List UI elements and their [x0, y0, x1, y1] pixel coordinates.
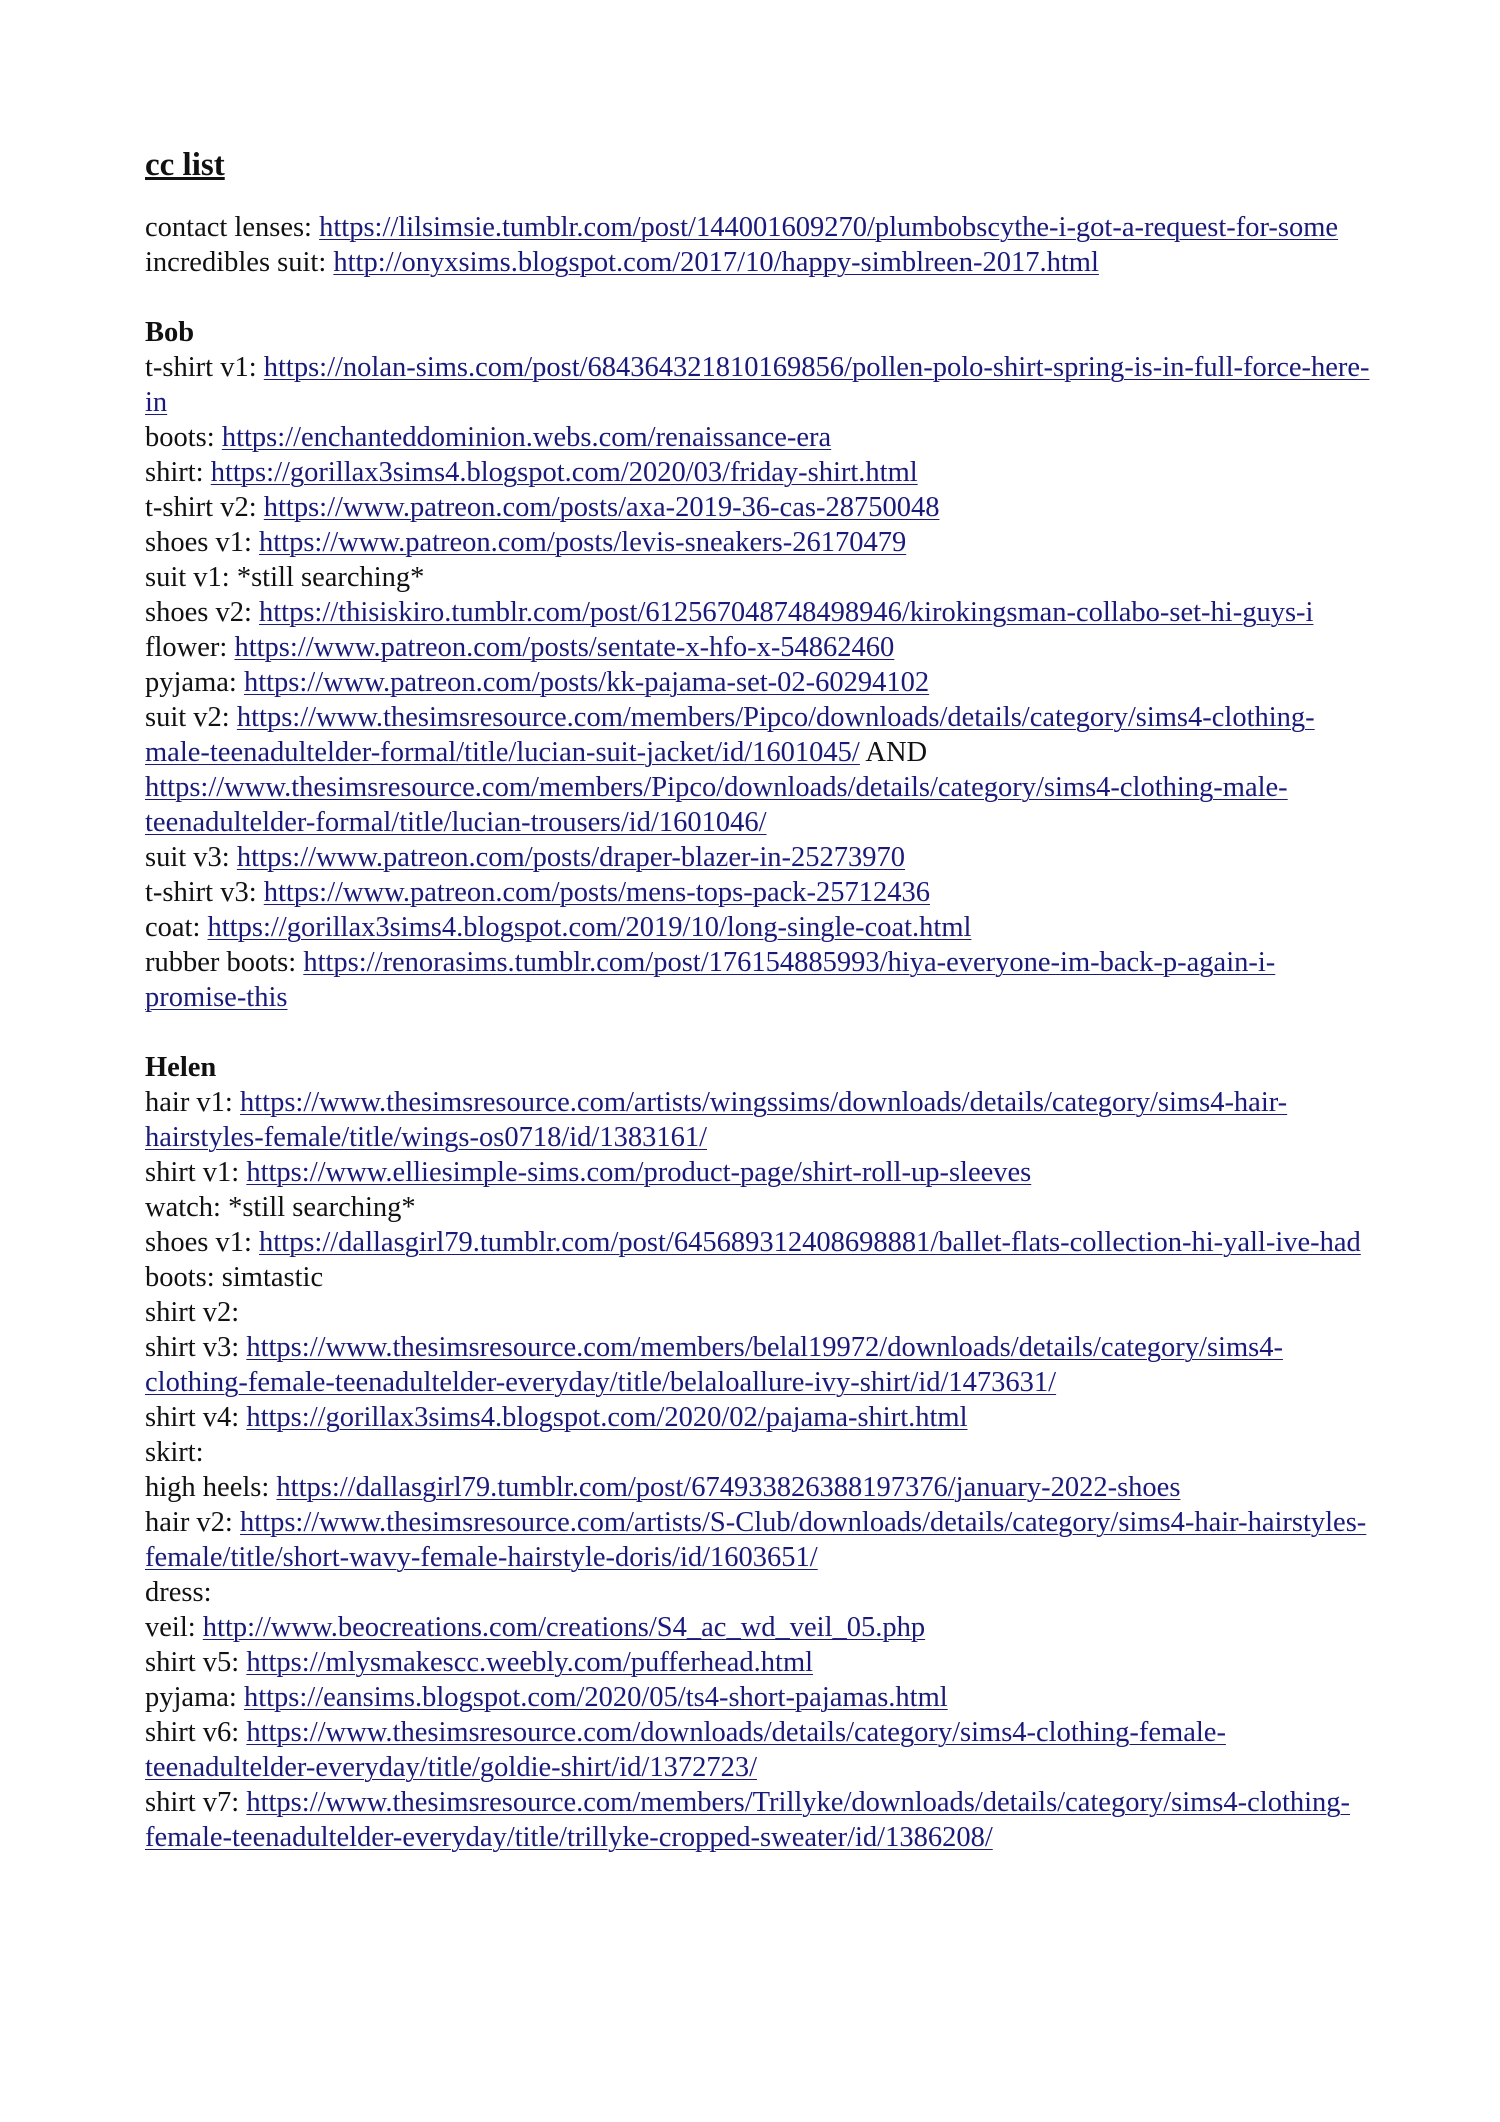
- list-item-helen: [145, 1295, 1375, 1330]
- section-heading-helen: Helen: [145, 1052, 217, 1083]
- item-label: shirt v2:: [145, 1297, 240, 1328]
- item-link[interactable]: https://www.patreon.com/posts/levis-sneakers-26170479: [259, 527, 907, 558]
- item-link[interactable]: https://thisiskiro.tumblr.com/post/612567048748498946/kirokingsman-collabo-set-hi-guys-i: [259, 597, 1314, 628]
- section-heading-bob: Bob: [145, 317, 195, 348]
- list-item-helen: [145, 1610, 1375, 1645]
- list-item-helen: [145, 1715, 1375, 1785]
- item-link[interactable]: https://www.thesimsresource.com/members/Pipco/downloads/details/category/sims4-clothing-male-teenadultelder-formal/title/lucian-trousers/id/1601046/: [145, 772, 1288, 838]
- item-link[interactable]: https://lilsimsie.tumblr.com/post/144001609270/plumbobscythe-i-got-a-request-for-some: [319, 212, 1339, 243]
- list-item-helen: [145, 1645, 1375, 1680]
- list-item-helen: [145, 1505, 1375, 1575]
- page-title: cc list: [145, 147, 225, 183]
- list-item-intro: [145, 245, 1375, 280]
- item-label: shirt:: [145, 457, 211, 488]
- list-item-helen: [145, 1225, 1375, 1260]
- list-item-helen: [145, 1330, 1375, 1400]
- item-label: t-shirt v2:: [145, 492, 264, 523]
- list-item-bob: [145, 945, 1375, 1015]
- item-link[interactable]: https://www.thesimsresource.com/artists/wingssims/downloads/details/category/sims4-hair-hairstyles-female/title/wings-os0718/id/1383161/: [145, 1087, 1288, 1153]
- list-item-helen: [145, 1785, 1375, 1855]
- list-item-helen: [145, 1260, 1375, 1295]
- item-label: shirt v3:: [145, 1332, 247, 1363]
- list-item-helen: [145, 1680, 1375, 1715]
- item-link[interactable]: https://www.thesimsresource.com/members/Pipco/downloads/details/category/sims4-clothing-male-teenadultelder-formal/title/lucian-suit-jacket/id/1601045/: [145, 702, 1315, 768]
- paragraph-gap: [145, 1015, 1375, 1050]
- item-label: shirt v5:: [145, 1647, 247, 1678]
- item-label: veil:: [145, 1612, 203, 1643]
- item-link[interactable]: https://gorillax3sims4.blogspot.com/2019/10/long-single-coat.html: [207, 912, 972, 943]
- item-label: coat:: [145, 912, 208, 943]
- list-item-bob: [145, 420, 1375, 455]
- item-link[interactable]: https://eansims.blogspot.com/2020/05/ts4-short-pajamas.html: [243, 1682, 948, 1713]
- document-page: [145, 145, 1375, 1855]
- item-label: dress:: [145, 1577, 212, 1608]
- item-label: shoes v1:: [145, 1227, 259, 1258]
- list-item-bob: [145, 350, 1375, 420]
- item-label: rubber boots:: [145, 947, 304, 978]
- item-label: incredibles suit:: [145, 247, 334, 278]
- list-item-intro: [145, 210, 1375, 245]
- item-link[interactable]: https://www.patreon.com/posts/kk-pajama-set-02-60294102: [243, 667, 930, 698]
- list-item-bob: [145, 560, 1375, 595]
- item-label: suit v1: *still searching*: [145, 562, 425, 593]
- paragraph-gap: [145, 280, 1375, 315]
- item-label: flower:: [145, 632, 235, 663]
- list-item-bob: [145, 455, 1375, 490]
- item-label: shirt v7:: [145, 1787, 247, 1818]
- list-item-bob: [145, 665, 1375, 700]
- cc-list-content: [145, 210, 1375, 1855]
- list-item-helen: [145, 1085, 1375, 1155]
- item-suffix: AND: [859, 737, 928, 768]
- item-link[interactable]: https://www.patreon.com/posts/mens-tops-pack-25712436: [263, 877, 930, 908]
- item-label: pyjama:: [145, 1682, 244, 1713]
- item-label: boots: simtastic: [145, 1262, 324, 1293]
- item-label: boots:: [145, 422, 222, 453]
- list-item-bob: [145, 910, 1375, 945]
- item-link[interactable]: https://mlysmakescc.weebly.com/pufferhead.html: [246, 1647, 814, 1678]
- item-label: shirt v6:: [145, 1717, 247, 1748]
- item-label: skirt:: [145, 1437, 204, 1468]
- item-link[interactable]: https://renorasims.tumblr.com/post/176154885993/hiya-everyone-im-back-p-again-i-promise-this: [145, 947, 1276, 1013]
- item-link[interactable]: https://www.patreon.com/posts/draper-blazer-in-25273970: [236, 842, 906, 873]
- item-label: pyjama:: [145, 667, 244, 698]
- list-item-helen: [145, 1435, 1375, 1470]
- item-link[interactable]: https://dallasgirl79.tumblr.com/post/645689312408698881/ballet-flats-collection-hi-yall-ive-had: [259, 1227, 1361, 1258]
- item-link[interactable]: https://www.thesimsresource.com/artists/S-Club/downloads/details/category/sims4-hair-hairstyles-female/title/short-wavy-female-hairstyle-doris/id/1603651/: [145, 1507, 1367, 1573]
- item-link[interactable]: http://onyxsims.blogspot.com/2017/10/happy-simblreen-2017.html: [333, 247, 1099, 278]
- list-item-bob: [145, 490, 1375, 525]
- list-item-bob: [145, 875, 1375, 910]
- item-label: hair v2:: [145, 1507, 240, 1538]
- list-item-bob: [145, 700, 1375, 770]
- item-label: suit v2:: [145, 702, 237, 733]
- item-label: shirt v4:: [145, 1402, 247, 1433]
- item-label: watch: *still searching*: [145, 1192, 416, 1223]
- item-label: suit v3:: [145, 842, 237, 873]
- item-link[interactable]: https://www.thesimsresource.com/members/Trillyke/downloads/details/category/sims4-clothing-female-teenadultelder-everyday/title/trillyke-cropped-sweater/id/1386208/: [145, 1787, 1351, 1853]
- item-label: shoes v1:: [145, 527, 259, 558]
- item-label: high heels:: [145, 1472, 277, 1503]
- item-link[interactable]: https://dallasgirl79.tumblr.com/post/674933826388197376/january-2022-shoes: [276, 1472, 1181, 1503]
- item-label: hair v1:: [145, 1087, 240, 1118]
- item-label: shoes v2:: [145, 597, 259, 628]
- list-item-helen: [145, 1190, 1375, 1225]
- list-item-helen: [145, 1155, 1375, 1190]
- item-label: shirt v1:: [145, 1157, 247, 1188]
- list-item-helen: [145, 1470, 1375, 1505]
- list-item-helen: [145, 1575, 1375, 1610]
- item-link[interactable]: https://gorillax3sims4.blogspot.com/2020/03/friday-shirt.html: [210, 457, 918, 488]
- list-item-bob: [145, 840, 1375, 875]
- item-link[interactable]: https://gorillax3sims4.blogspot.com/2020/02/pajama-shirt.html: [246, 1402, 968, 1433]
- item-label: t-shirt v1:: [145, 352, 264, 383]
- item-link[interactable]: https://www.elliesimple-sims.com/product-page/shirt-roll-up-sleeves: [246, 1157, 1032, 1188]
- list-item-bob: [145, 770, 1375, 840]
- item-link[interactable]: https://www.patreon.com/posts/sentate-x-hfo-x-54862460: [234, 632, 895, 663]
- list-item-helen: [145, 1400, 1375, 1435]
- item-label: t-shirt v3:: [145, 877, 264, 908]
- item-link[interactable]: https://www.thesimsresource.com/downloads/details/category/sims4-clothing-female-teenadultelder-everyday/title/goldie-shirt/id/1372723/: [145, 1717, 1226, 1783]
- list-item-bob: [145, 630, 1375, 665]
- item-link[interactable]: https://www.thesimsresource.com/members/belal19972/downloads/details/category/sims4-clothing-female-teenadultelder-everyday/title/belaloallure-ivy-shirt/id/1473631/: [145, 1332, 1283, 1398]
- item-link[interactable]: https://www.patreon.com/posts/axa-2019-36-cas-28750048: [263, 492, 940, 523]
- item-label: contact lenses:: [145, 212, 320, 243]
- list-item-bob: [145, 595, 1375, 630]
- item-link[interactable]: https://nolan-sims.com/post/684364321810169856/pollen-polo-shirt-spring-is-in-full-force-here-in: [145, 352, 1370, 418]
- list-item-bob: [145, 525, 1375, 560]
- item-link[interactable]: https://enchanteddominion.webs.com/renaissance-era: [221, 422, 832, 453]
- item-link[interactable]: http://www.beocreations.com/creations/S4_ac_wd_veil_05.php: [202, 1612, 926, 1643]
